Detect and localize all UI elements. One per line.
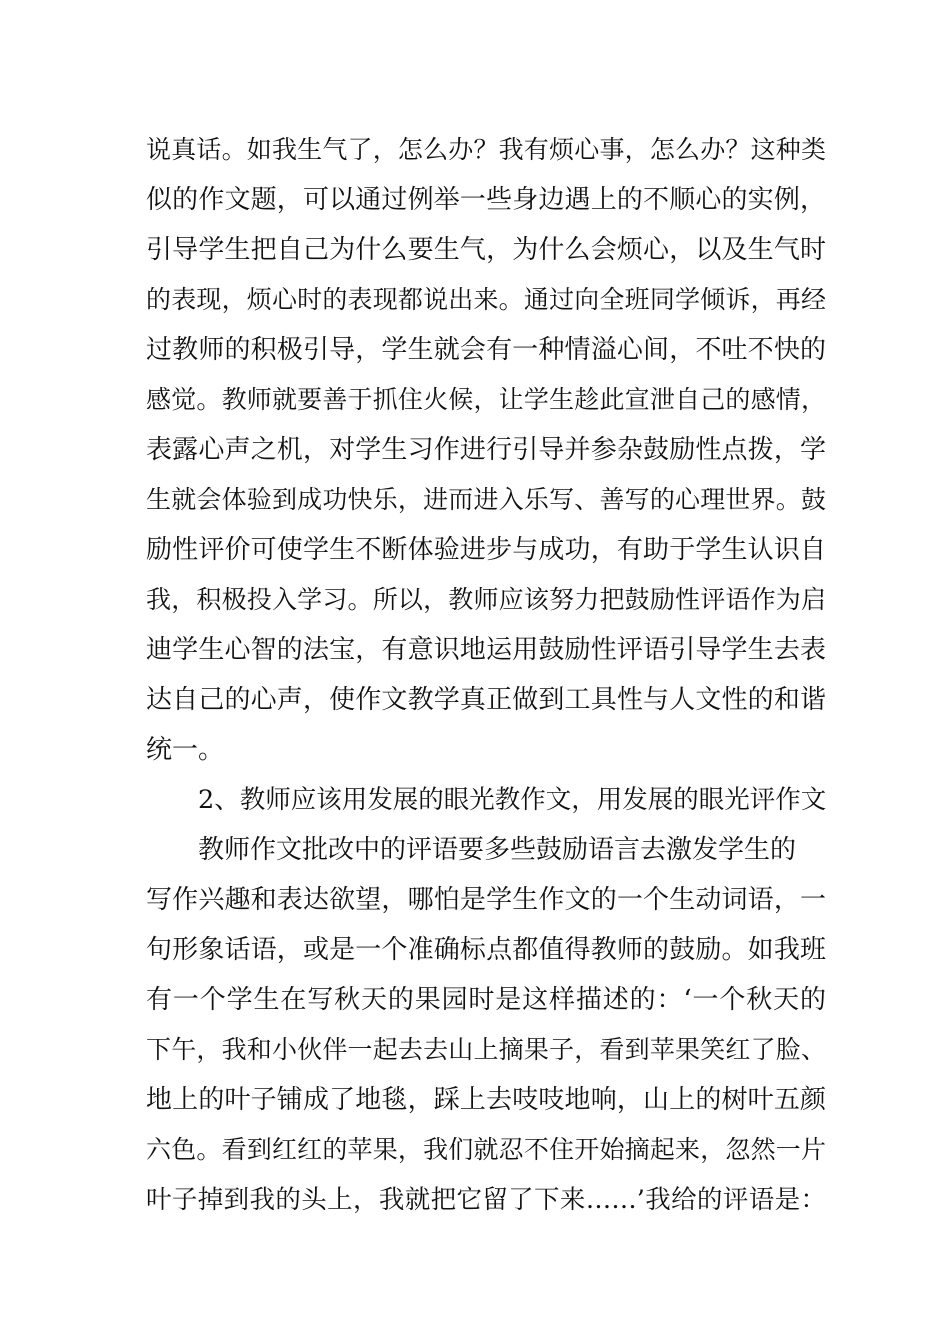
text-line: 六色。看到红红的苹果，我们就忍不住开始摘起来，忽然一片 [146,1135,826,1164]
text-line: 下午，我和小伙伴一起去去山上摘果子，看到苹果笑红了脸、 [146,1035,826,1064]
paragraph-end-line: 统一。 [146,735,225,765]
text-line: 表露心声之机，对学生习作进行引导并参杂鼓励性点拨，学 [146,435,826,465]
text-line: 地上的叶子铺成了地毯，踩上去吱吱地响，山上的树叶五颜 [146,1085,826,1115]
text-line: 生就会体验到成功快乐，进而进入乐写、善写的心理世界。鼓 [146,485,826,514]
text-line: 过教师的积极引导，学生就会有一种情溢心间，不吐不快的 [146,335,826,365]
text-line: 写作兴趣和表达欲望，哪怕是学生作文的一个生动词语，一 [146,885,826,915]
text-line: 句形象话语，或是一个准确标点都值得教师的鼓励。如我班 [146,935,826,965]
section-heading: 2、教师应该用发展的眼光教作文，用发展的眼光评作文 [198,785,827,815]
text-line: 励性评价可使学生不断体验进步与成功，有助于学生认识自 [146,535,826,565]
text-line: 我，积极投入学习。所以，教师应该努力把鼓励性评语作为启 [146,585,826,614]
text-line: 说真话。如我生气了，怎么办？我有烦心事，怎么办？这种类 [146,135,826,164]
text-line: 似的作文题，可以通过例举一些身边遇上的不顺心的实例， [146,185,826,215]
text-line: 迪学生心智的法宝，有意识地运用鼓励性评语引导学生去表 [146,635,826,665]
text-line: 感觉。教师就要善于抓住火候，让学生趁此宣泄自己的感情， [146,385,826,414]
paragraph-first-line: 教师作文批改中的评语要多些鼓励语言去激发学生的 [198,835,797,865]
text-line: 达自己的心声，使作文教学真正做到工具性与人文性的和谐 [146,685,826,715]
text-line: 引导学生把自己为什么要生气，为什么会烦心，以及生气时 [146,235,826,265]
text-line: 的表现，烦心时的表现都说出来。通过向全班同学倾诉，再经 [146,285,826,314]
text-line: 叶子掉到我的头上，我就把它留了下来……’我给的评语是： [146,1185,826,1215]
text-line: 有一个学生在写秋天的果园时是这样描述的：‘一个秋天的 [146,985,826,1015]
